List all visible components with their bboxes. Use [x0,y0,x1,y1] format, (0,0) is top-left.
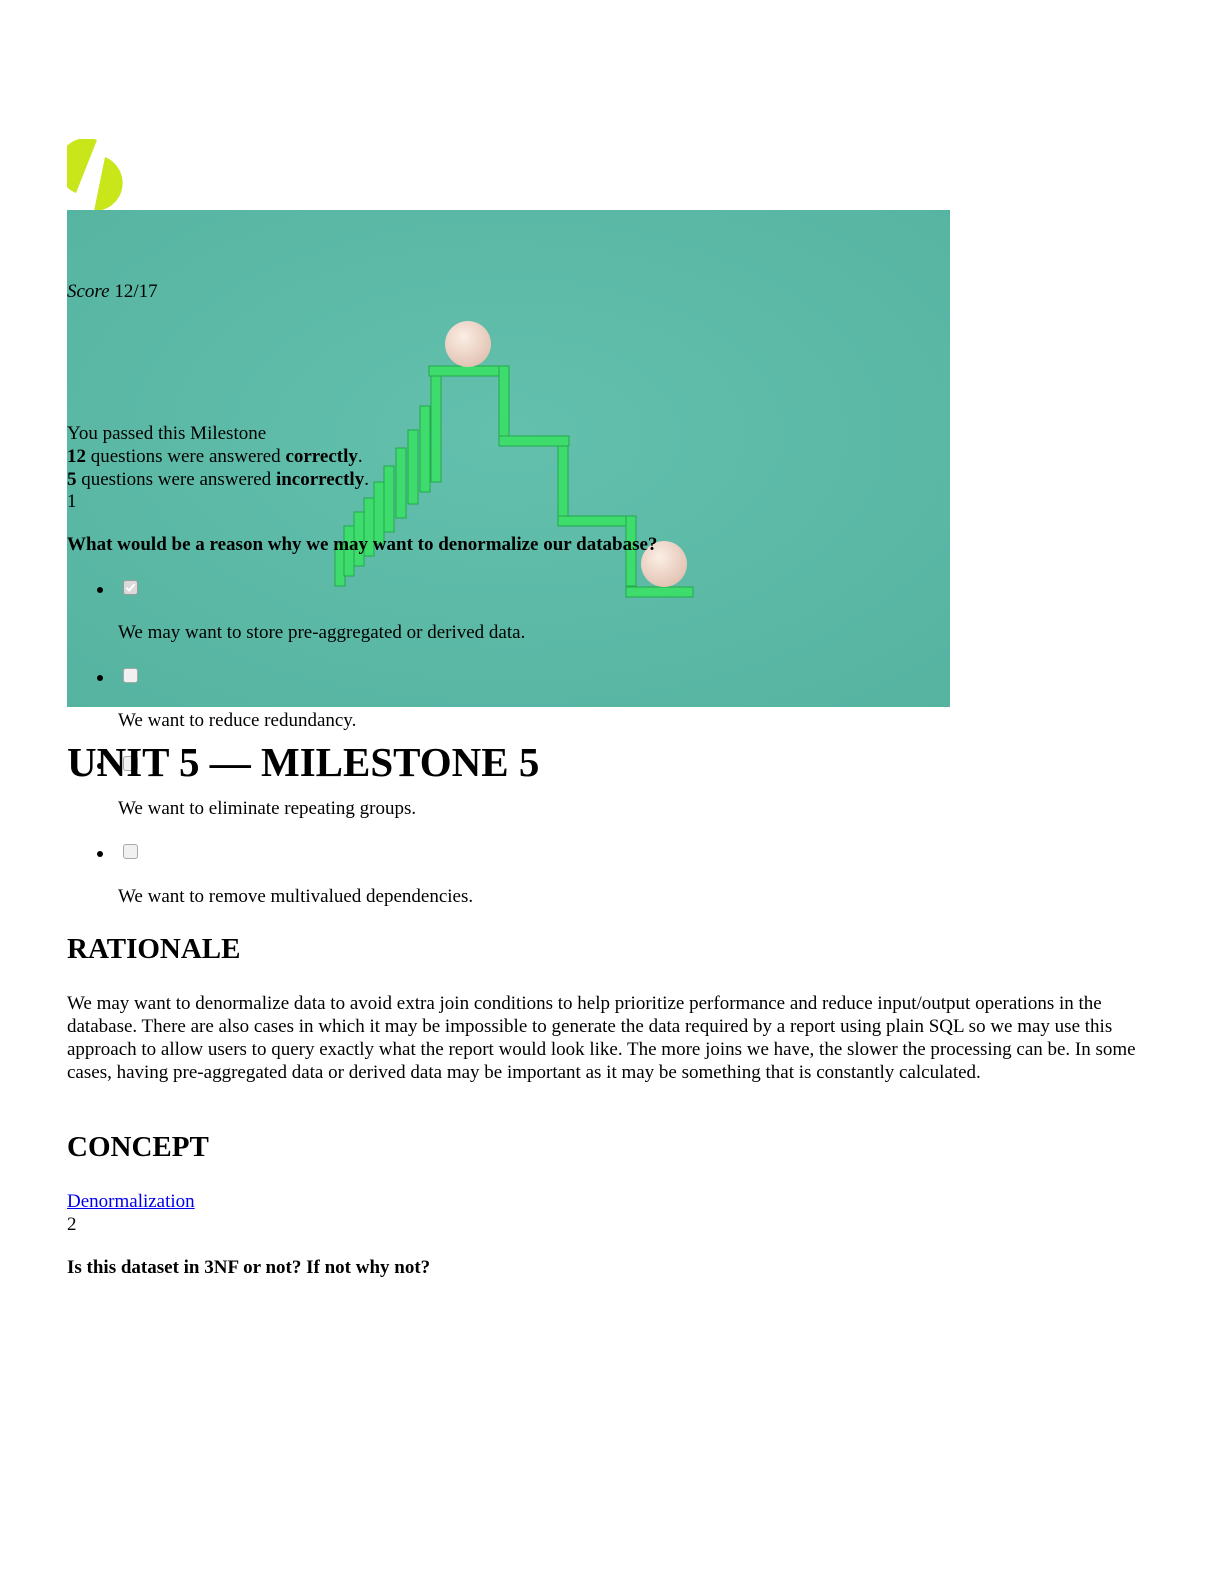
score [67,280,158,303]
question-prompt: What would be a reason why we may want to denormalize our database? [67,534,658,555]
answer-checkbox-1[interactable] [123,580,138,595]
brand-slash-logo-icon [67,139,125,211]
list-bullet [97,851,103,857]
rationale-text: We may want to denormalize data to avoid extra join conditions to help prioritize performance and reduce input/output operations in the database. There are also cases in which it may be impossible to generate the data required by a report using plain SQL so we may use this approach to allow users to query exactly what the report would look like. The more joins we have, the slower the processing can be. In some cases, having pre-aggregated data or derived data may be important as it may be something that is constantly calculated. [67,993,1136,1083]
list-bullet [97,587,103,593]
incorrect-word: incorrectly [275,469,365,490]
pass-status: You passed this Milestone [67,423,267,444]
answer-option-2: We want to reduce redundancy. [118,710,357,731]
score-label: Score [67,281,110,302]
correct-summary: 12 questions were answered correctly. [67,446,363,467]
answer-option-1: We may want to store pre-aggregated or derived data. [118,622,526,643]
question-number: 1 [67,491,77,512]
question-prompt: Is this dataset in 3NF or not? If not why not? [67,1257,431,1278]
incorrect-count: 5 [67,469,77,490]
incorrect-summary: 5 questions were answered incorrectly. [67,469,369,490]
answer-checkbox-2[interactable] [123,668,138,683]
score-value: 12/17 [114,281,158,302]
page-title: UNIT 5 — MILESTONE 5 [67,739,540,785]
answer-checkbox-4[interactable] [123,844,138,859]
rationale-heading: RATIONALE [67,933,241,965]
concept-link[interactable]: Denormalization [67,1191,195,1212]
correct-count: 12 [67,446,86,467]
checkmark-icon [125,582,136,593]
concept-heading: CONCEPT [67,1131,209,1163]
answer-option-4: We want to remove multivalued dependencies. [118,886,474,907]
correct-word: correctly [285,446,358,467]
list-bullet [97,675,103,681]
question-number: 2 [67,1214,77,1235]
answer-option-3: We want to eliminate repeating groups. [118,798,417,819]
